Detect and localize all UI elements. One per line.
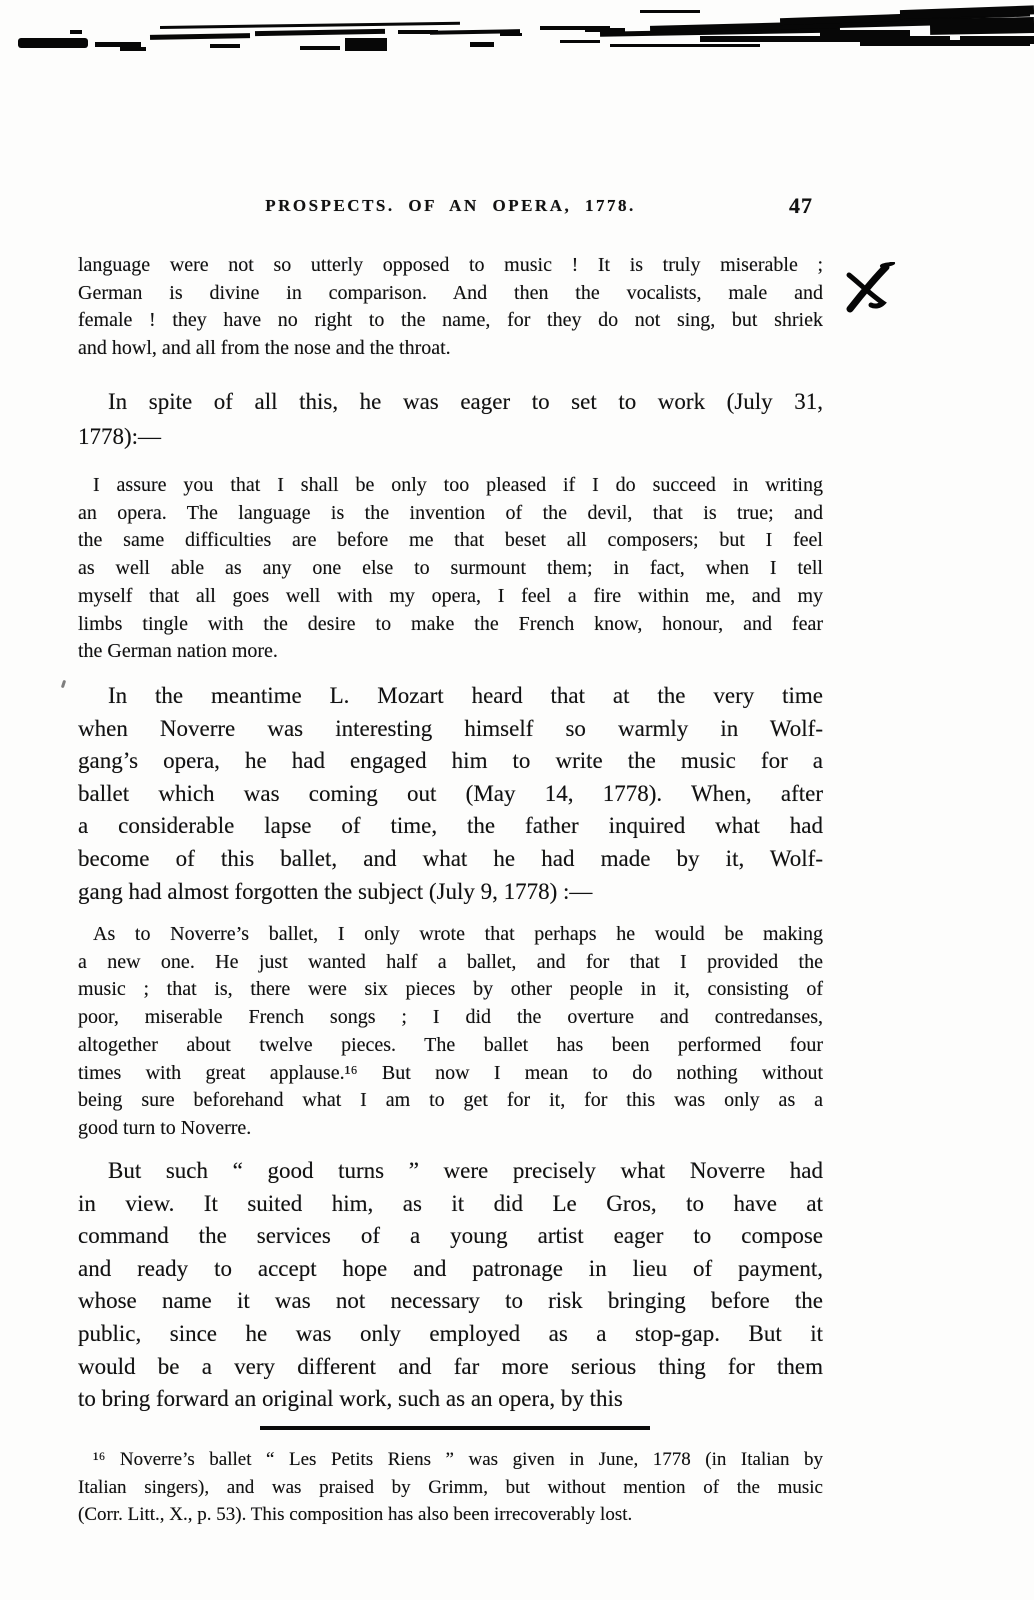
text-line: the same difficulties are before me that beset all composers; but I feel bbox=[78, 529, 823, 552]
text-line: altogether about twelve pieces. The ballet has been performed four bbox=[78, 1033, 823, 1056]
text-line: ballet which was coming out (May 14, 1778). When, after bbox=[78, 780, 823, 806]
text-line: in view. It suited him, as it did Le Gros, to have at bbox=[78, 1190, 823, 1216]
text-line: 1778):— bbox=[78, 423, 162, 449]
text-line: a new one. He just wanted half a ballet, and for that I provided the bbox=[78, 950, 823, 973]
footnote bbox=[78, 1446, 823, 1529]
text-line: Italian singers), and was praised by Grimm, but without mention of the music bbox=[78, 1476, 823, 1498]
text-line: to bring forward an original work, such as an opera, by this bbox=[78, 1386, 623, 1412]
page-number: 47 bbox=[789, 193, 813, 218]
text-line: gang’s opera, he had engaged him to write the music for a bbox=[78, 748, 823, 774]
narrative-paragraph bbox=[78, 385, 823, 454]
text-line: In spite of all this, he was eager to set to work (July 31, bbox=[108, 389, 823, 414]
text-line: ¹⁶ Noverre’s ballet “ Les Petits Riens ” was given in June, 1778 (in Italian by bbox=[93, 1449, 823, 1470]
text-line: (Corr. Litt., X., p. 53). This composition has also been irrecoverably lost. bbox=[78, 1504, 633, 1525]
text-line: command the services of a young artist eager to compose bbox=[78, 1223, 823, 1249]
text-line: and ready to accept hope and patronage in lieu of payment, bbox=[78, 1255, 823, 1281]
text-line: when Noverre was interesting himself so warmly in Wolf- bbox=[78, 715, 823, 741]
text-line: myself that all goes well with my opera, I feel a fire within me, and my bbox=[78, 584, 823, 607]
text-line: an opera. The language is the invention of the devil, that is true; and bbox=[78, 501, 823, 524]
text-line: female ! they have no right to the name, for they do not sing, but shriek bbox=[78, 309, 823, 332]
scan-smear-artifact bbox=[0, 0, 1034, 70]
narrative-paragraph bbox=[78, 680, 823, 908]
running-header bbox=[78, 193, 823, 230]
text-line: a considerable lapse of time, the father inquired what had bbox=[78, 813, 823, 839]
text-line: times with great applause.¹⁶ But now I mean to do nothing without bbox=[78, 1061, 823, 1084]
narrative-paragraph bbox=[78, 1155, 823, 1416]
text-line: In the meantime L. Mozart heard that at the very time bbox=[108, 683, 823, 708]
letter-quote-block bbox=[78, 472, 823, 666]
text-line: poor, miserable French songs ; I did the overture and contredanses, bbox=[78, 1006, 823, 1029]
text-line: I assure you that I shall be only too pleased if I do succeed in writing bbox=[93, 474, 823, 496]
text-line: being sure beforehand what I am to get for it, for this was only as a bbox=[78, 1089, 823, 1112]
letter-quote-block bbox=[78, 921, 823, 1143]
text-line: gang had almost forgotten the subject (July 9, 1778) :— bbox=[78, 878, 593, 904]
page-title: PROSPECTS. OF AN OPERA, 1778. bbox=[265, 196, 636, 215]
text-line: would be a very different and far more serious thing for them bbox=[78, 1353, 823, 1379]
text-line: and howl, and all from the nose and the throat. bbox=[78, 337, 451, 360]
extract-paragraph-continued bbox=[78, 252, 823, 363]
footnote-rule bbox=[260, 1426, 650, 1430]
text-line: music ; that is, there were six pieces by other people in it, consisting of bbox=[78, 978, 823, 1001]
text-line: become of this ballet, and what he had made by it, Wolf- bbox=[78, 845, 823, 871]
text-line: the German nation more. bbox=[78, 640, 278, 663]
stray-ink-dot bbox=[61, 680, 66, 689]
margin-x-mark-icon bbox=[840, 262, 898, 314]
text-line: But such “ good turns ” were precisely what Noverre had bbox=[108, 1158, 823, 1183]
text-line: as well able as any one else to surmount them; in fact, when I tell bbox=[78, 557, 823, 580]
text-line: limbs tingle with the desire to make the French know, honour, and fear bbox=[78, 612, 823, 635]
text-line: German is divine in comparison. And then the vocalists, male and bbox=[78, 281, 823, 304]
text-line: good turn to Noverre. bbox=[78, 1116, 252, 1139]
text-line: As to Noverre’s ballet, I only wrote that perhaps he would be making bbox=[93, 923, 823, 945]
text-line: public, since he was only employed as a stop-gap. But it bbox=[78, 1320, 823, 1346]
text-line: language were not so utterly opposed to music ! It is truly miserable ; bbox=[78, 254, 823, 276]
text-line: whose name it was not necessary to risk bringing before the bbox=[78, 1288, 823, 1314]
